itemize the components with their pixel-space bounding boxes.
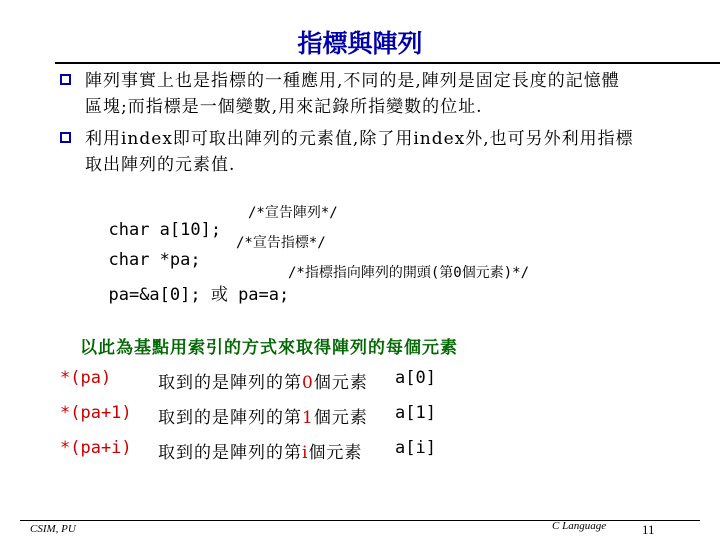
slide-title: 指標與陣列 — [297, 29, 423, 58]
square-bullet-icon — [60, 132, 71, 143]
pointer-expression: *(pa+i) — [60, 438, 132, 458]
code-statement: char a[10]; — [108, 220, 222, 240]
index-value: 1 — [302, 408, 314, 428]
index-value: 0 — [302, 373, 314, 393]
pointer-expression: *(pa+1) — [60, 403, 132, 423]
row-description: 取到的是陣列的第i個元素 — [158, 443, 363, 463]
footer-course: C Language — [552, 520, 607, 532]
footer-organization: CSIM, PU — [30, 523, 76, 535]
square-bullet-icon — [60, 74, 71, 85]
code-comment: /*宣告指標*/ — [236, 235, 326, 251]
row-description: 取到的是陣列的第0個元素 — [158, 373, 368, 393]
code-comment: /*宣告陣列*/ — [248, 205, 338, 221]
array-element: a[0] — [395, 368, 436, 388]
bullet-line: 取出陣列的元素值. — [85, 155, 236, 175]
array-element: a[1] — [395, 403, 436, 423]
title-divider — [55, 62, 720, 64]
code-comment: /*指標指向陣列的開頭(第0個元素)*/ — [288, 265, 530, 281]
code-line — [88, 260, 530, 325]
row-description: 取到的是陣列的第1個元素 — [158, 408, 368, 428]
code-statement: pa=&a[0]; 或 pa=a; — [108, 285, 290, 305]
index-value: i — [302, 443, 309, 463]
array-element: a[i] — [395, 438, 436, 458]
bullet-line: 陣列事實上也是指標的一種應用,不同的是,陣列是固定長度的記憶體 — [85, 71, 620, 91]
pointer-expression: *(pa) — [60, 368, 112, 388]
section-subheading: 以此為基點用索引的方式來取得陣列的每個元素 — [80, 338, 458, 358]
code-statement: char *pa; — [108, 250, 201, 270]
page-number: 11 — [642, 522, 655, 537]
bullet-line: 利用index即可取出陣列的元素值,除了用index外,也可另外利用指標 — [85, 129, 634, 149]
bullet-line: 區塊;而指標是一個變數,用來記錄所指變數的位址. — [85, 97, 483, 117]
